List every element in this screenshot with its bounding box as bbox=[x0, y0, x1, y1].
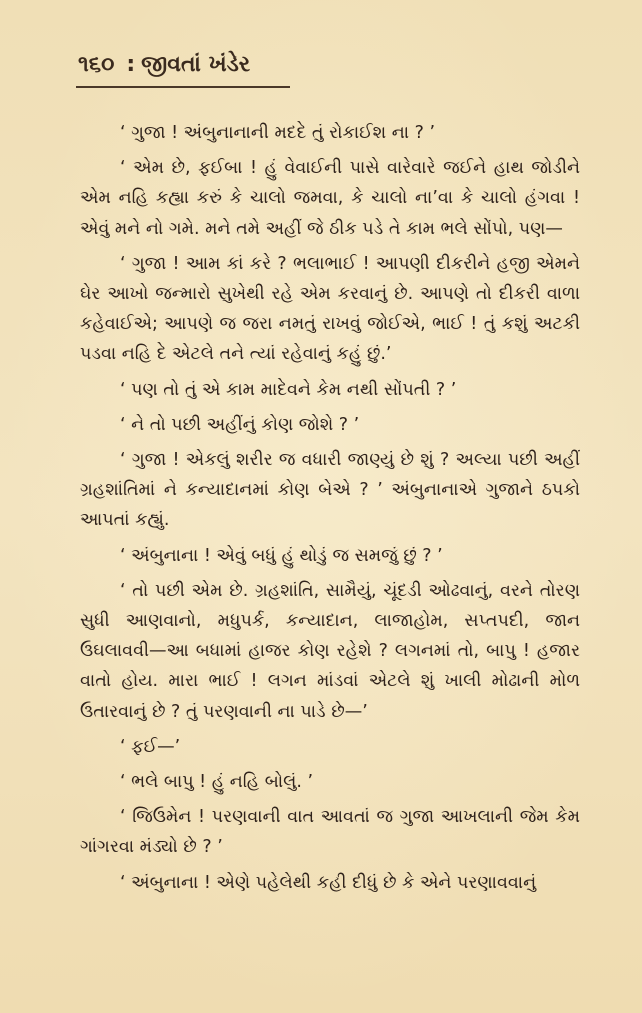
paragraph: ‘ ગુજા ! આમ કાં કરે ? ભલાભાઈ ! આપણી દીકરીને હજી એમને ઘેર આખો જન્મારો સુખેથી રહે એમ કરવાનું છે. આપણે તો દીકરી વાળા કહેવાઈએ; આપણે જ જરા નમતું રાખવું જોઈએ, ભાઈ ! તું કશું અટકી પડવા નહિ દે એટલે તને ત્યાં રહેવાનું કહું છું.’ bbox=[80, 253, 580, 365]
page-number: ૧૬૦ bbox=[78, 52, 115, 77]
paragraph: ‘ ને તો પછી અહીંનું કોણ જોશે ? ’ bbox=[120, 414, 360, 435]
paragraph: ‘ જિઉમેન ! પરણવાની વાત આવતાં જ ગુજા આખલાની જેમ કેમ ગાંગરવા મંડ્યો છે ? ’ bbox=[80, 807, 580, 858]
header-separator: : bbox=[126, 52, 136, 77]
paragraph: ‘ તો પછી એમ છે. ગ્રહશાંતિ, સામૈયું, ચૂંદડી ઓઢવાનું, વરને તોરણ સુધી આણવાનો, મધુપર્ક, કન્યાદાન, લાજાહોમ, સપ્તપદી, જાન ઉઘલાવવી—આ બધામાં હાજર કોણ રહેશે ? લગનમાં તો, બાપુ ! હજાર વાતો હોય. મારા ભાઈ ! લગન માંડવાં એટલે શું ખાલી મોઢાની મોળ ઉતારવાનું છે ? તું પરણવાની ના પાડે છે—’ bbox=[80, 580, 580, 722]
paragraph: ‘ ભલે બાપુ ! હું નહિ બોલું. ’ bbox=[120, 772, 314, 793]
page-body bbox=[80, 118, 580, 903]
paragraph: ‘ ગુજા ! એકલું શરીર જ વધારી જાણ્યું છે શું ? અલ્યા પછી અહીં ગ્રહશાંતિમાં ને કન્યાદાનમાં કોણ બેએ ? ’ અંબુનાનાએ ગુજાને ઠપકો આપતાં કહ્યું. bbox=[80, 450, 580, 531]
paragraph: ‘ અંબુનાના ! એવું બધું હું થોડું જ સમજું છું ? ’ bbox=[120, 545, 443, 566]
paragraph: ‘ ગુજા ! અંબુનાનાની મદદે તું રોકાઈશ ના ? ’ bbox=[120, 123, 436, 143]
paragraph: ‘ પણ તો તું એ કામ માદેવને કેમ નથી સોંપતી ? ’ bbox=[120, 379, 457, 400]
paragraph: ‘ ફઈ—’ bbox=[120, 736, 181, 757]
paragraph: ‘ અંબુનાના ! એણે પહેલેથી કહી દીધું છે કે એને પરણાવવાનું bbox=[120, 872, 537, 893]
paragraph: ‘ એમ છે, ફઈબા ! હું વેવાઈની પાસે વારેવારે જઈને હાથ જોડીને એમ નહિ કહ્યા કરું કે ચાલો જમવા, કે ચાલો ના’વા કે ચાલો હંગવા ! એવું મને નો ગમે. મને તમે અહીં જે ઠીક પડે તે કામ ભલે સોંપો, પણ— bbox=[80, 158, 580, 239]
header-underline bbox=[76, 86, 290, 88]
book-title: જીવતાં ખંડેર bbox=[141, 52, 251, 77]
page-header bbox=[78, 52, 250, 77]
